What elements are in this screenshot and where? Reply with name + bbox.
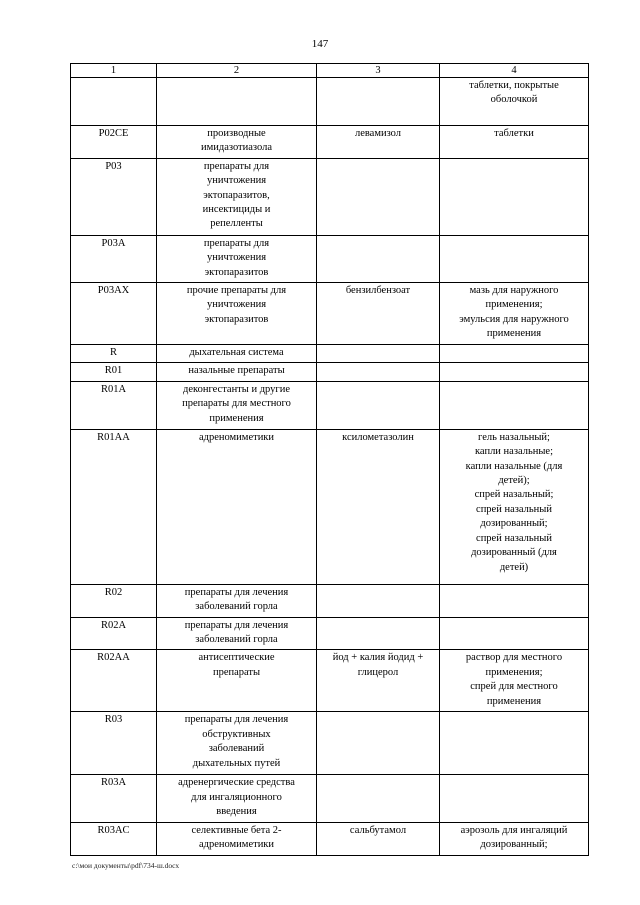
dosage-form-cell: мазь для наружного применения; эмульсия для наружного применения: [440, 283, 589, 345]
group-name-cell: препараты для уничтожения эктопаразитов: [157, 235, 317, 282]
drug-name-cell: [317, 363, 440, 381]
drug-name-cell: [317, 158, 440, 235]
drug-name-cell: сальбутамол: [317, 822, 440, 855]
atc-code-cell: [71, 78, 157, 126]
table-row: [71, 345, 589, 363]
dosage-form-cell: [440, 345, 589, 363]
group-name-cell: препараты для уничтожения эктопаразитов, инсектициды и репелленты: [157, 158, 317, 235]
group-name-cell: дыхательная система: [157, 345, 317, 363]
table-row: [71, 381, 589, 429]
drug-name-cell: левамизол: [317, 126, 440, 159]
table-header-row: [71, 64, 589, 78]
dosage-form-cell: [440, 158, 589, 235]
group-name-cell: препараты для лечения обструктивных заболеваний дыхательных путей: [157, 712, 317, 775]
dosage-form-cell: [440, 235, 589, 282]
group-name-cell: адренергические средства для ингаляционного введения: [157, 775, 317, 822]
group-name-cell: производные имидазотиазола: [157, 126, 317, 159]
group-name-cell: [157, 78, 317, 126]
drug-name-cell: бензилбензоат: [317, 283, 440, 345]
drug-name-cell: [317, 775, 440, 822]
table-row: [71, 363, 589, 381]
table-row: [71, 584, 589, 617]
file-path-footer: c:\мои документы\pdf\734-ш.docx: [72, 861, 180, 870]
atc-code-cell: R: [71, 345, 157, 363]
atc-code-cell: R03: [71, 712, 157, 775]
atc-code-cell: R01AA: [71, 429, 157, 584]
drug-name-cell: [317, 381, 440, 429]
table-row: [71, 235, 589, 282]
group-name-cell: назальные препараты: [157, 363, 317, 381]
drug-name-cell: [317, 617, 440, 650]
drug-name-cell: [317, 235, 440, 282]
dosage-form-cell: таблетки, покрытые оболочкой: [440, 78, 589, 126]
atc-code-cell: R02A: [71, 617, 157, 650]
drug-name-cell: [317, 712, 440, 775]
dosage-form-cell: гель назальный; капли назальные; капли назальные (для детей); спрей назальный; спрей назальный дозированный; спрей назальный дозированный (для детей): [440, 429, 589, 584]
dosage-form-cell: [440, 584, 589, 617]
drug-name-cell: [317, 584, 440, 617]
atc-code-cell: P03: [71, 158, 157, 235]
drug-name-cell: [317, 78, 440, 126]
dosage-form-cell: [440, 381, 589, 429]
atc-code-cell: R01: [71, 363, 157, 381]
table-row: [71, 650, 589, 712]
group-name-cell: адреномиметики: [157, 429, 317, 584]
dosage-form-cell: [440, 363, 589, 381]
atc-code-cell: R02AA: [71, 650, 157, 712]
dosage-form-cell: раствор для местного применения; спрей для местного применения: [440, 650, 589, 712]
dosage-form-cell: аэрозоль для ингаляций дозированный;: [440, 822, 589, 855]
group-name-cell: препараты для лечения заболеваний горла: [157, 584, 317, 617]
group-name-cell: селективные бета 2- адреномиметики: [157, 822, 317, 855]
table-row: [71, 775, 589, 822]
atc-code-cell: P03AX: [71, 283, 157, 345]
header-cell-3: 3: [317, 64, 440, 78]
drug-classification-table: [70, 63, 589, 856]
group-name-cell: антисептические препараты: [157, 650, 317, 712]
atc-code-cell: P02CE: [71, 126, 157, 159]
atc-code-cell: R03A: [71, 775, 157, 822]
table-row: [71, 822, 589, 855]
table-row: [71, 126, 589, 159]
dosage-form-cell: таблетки: [440, 126, 589, 159]
header-cell-2: 2: [157, 64, 317, 78]
page-number: 147: [311, 38, 329, 50]
atc-code-cell: R01A: [71, 381, 157, 429]
drug-name-cell: [317, 345, 440, 363]
drug-name-cell: йод + калия йодид + глицерол: [317, 650, 440, 712]
header-cell-4: 4: [440, 64, 589, 78]
table-row: [71, 617, 589, 650]
dosage-form-cell: [440, 712, 589, 775]
table-row: [71, 712, 589, 775]
table-row: [71, 429, 589, 584]
table-row: [71, 283, 589, 345]
atc-code-cell: P03A: [71, 235, 157, 282]
group-name-cell: деконгестанты и другие препараты для местного применения: [157, 381, 317, 429]
table-row: [71, 78, 589, 126]
dosage-form-cell: [440, 617, 589, 650]
atc-code-cell: R03AC: [71, 822, 157, 855]
atc-code-cell: R02: [71, 584, 157, 617]
drug-name-cell: ксилометазолин: [317, 429, 440, 584]
header-cell-1: 1: [71, 64, 157, 78]
group-name-cell: прочие препараты для уничтожения эктопаразитов: [157, 283, 317, 345]
dosage-form-cell: [440, 775, 589, 822]
group-name-cell: препараты для лечения заболеваний горла: [157, 617, 317, 650]
table-row: [71, 158, 589, 235]
